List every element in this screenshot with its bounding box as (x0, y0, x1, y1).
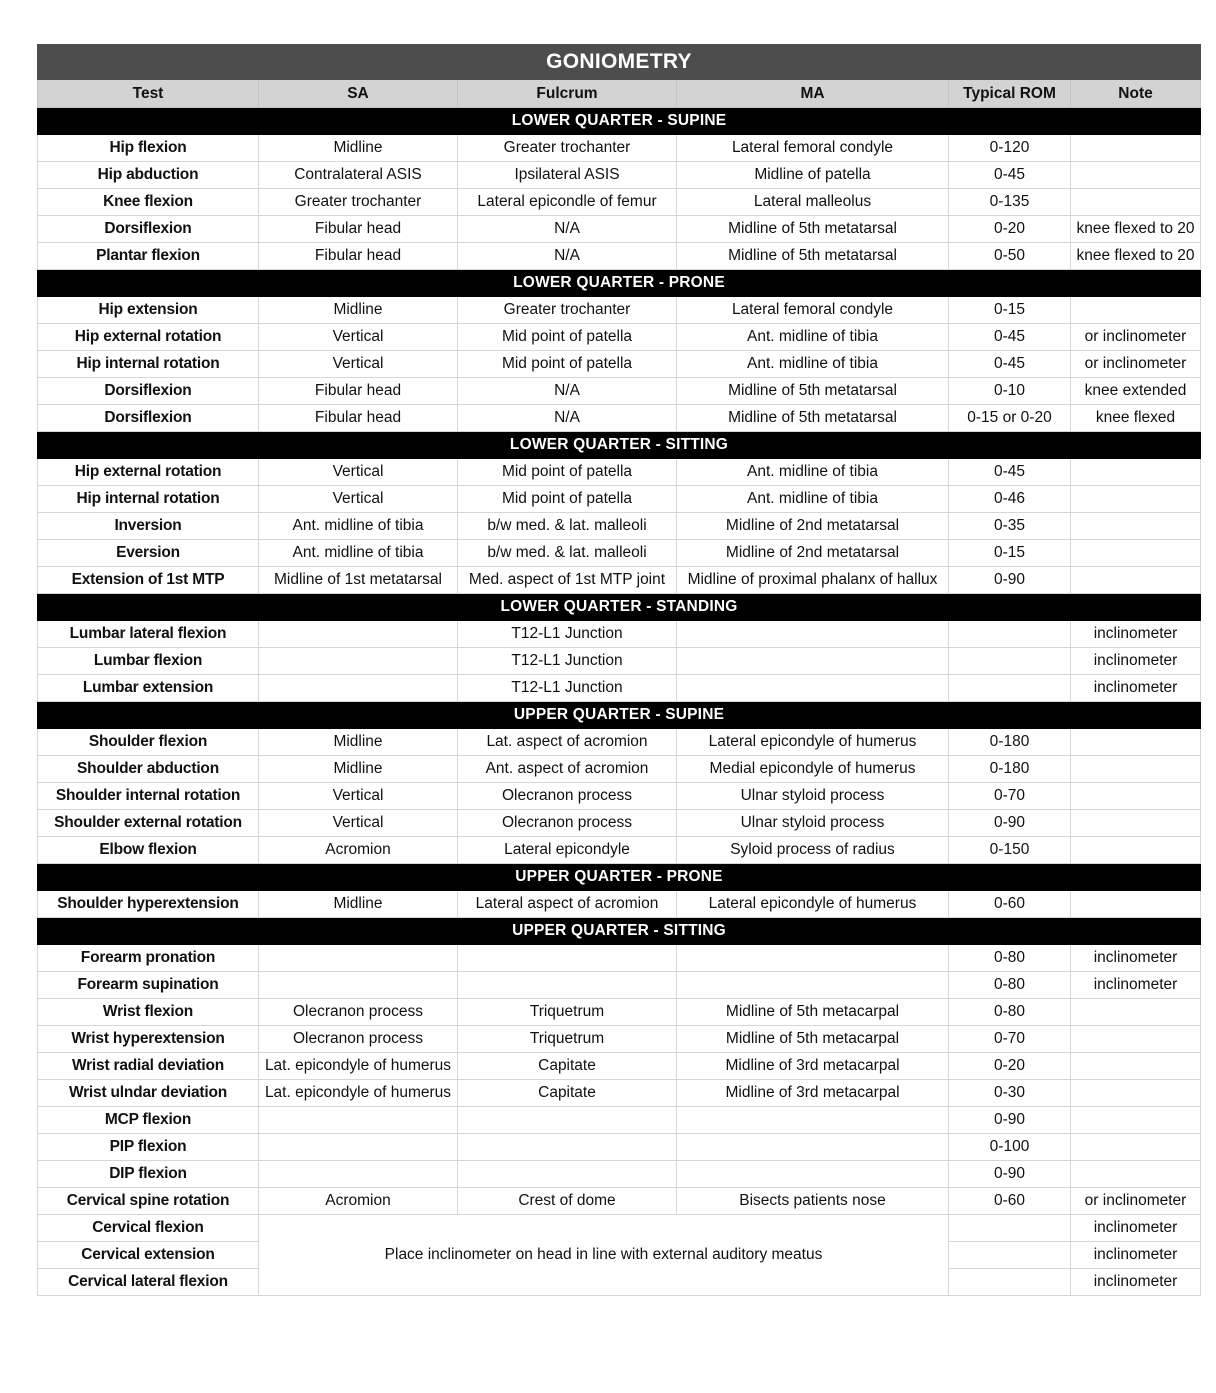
fulcrum-cell: Olecranon process (458, 810, 677, 837)
sa-cell: Vertical (259, 810, 458, 837)
ma-cell: Midline of 2nd metatarsal (677, 540, 949, 567)
note-cell (1071, 756, 1201, 783)
section-header-row (38, 864, 1201, 891)
sa-cell: Fibular head (259, 216, 458, 243)
goniometry-table (37, 44, 1201, 1296)
ma-cell: Lateral malleolus (677, 189, 949, 216)
ma-cell: Lateral femoral condyle (677, 297, 949, 324)
table-row (38, 567, 1201, 594)
rom-cell: 0-30 (949, 1080, 1071, 1107)
test-cell: Dorsiflexion (38, 378, 259, 405)
fulcrum-cell: Ipsilateral ASIS (458, 162, 677, 189)
table-row (38, 837, 1201, 864)
test-cell: Forearm pronation (38, 945, 259, 972)
test-cell: Cervical spine rotation (38, 1188, 259, 1215)
test-cell: Knee flexion (38, 189, 259, 216)
fulcrum-cell: b/w med. & lat. malleoli (458, 513, 677, 540)
rom-cell: 0-10 (949, 378, 1071, 405)
table-row (38, 945, 1201, 972)
test-cell: Shoulder external rotation (38, 810, 259, 837)
rom-cell: 0-90 (949, 810, 1071, 837)
test-cell: Dorsiflexion (38, 216, 259, 243)
ma-cell: Lateral epicondyle of humerus (677, 891, 949, 918)
sa-cell: Vertical (259, 459, 458, 486)
section-title: LOWER QUARTER - STANDING (38, 594, 1201, 621)
ma-cell: Midline of 3rd metacarpal (677, 1080, 949, 1107)
column-header-note: Note (1071, 80, 1201, 108)
test-cell: Lumbar lateral flexion (38, 621, 259, 648)
rom-cell: 0-45 (949, 162, 1071, 189)
sa-cell (259, 648, 458, 675)
note-cell (1071, 513, 1201, 540)
test-cell: Elbow flexion (38, 837, 259, 864)
ma-cell: Medial epicondyle of humerus (677, 756, 949, 783)
table-row (38, 405, 1201, 432)
table-row (38, 324, 1201, 351)
ma-cell: Midline of 2nd metatarsal (677, 513, 949, 540)
ma-cell (677, 1134, 949, 1161)
test-cell: Wrist ulndar deviation (38, 1080, 259, 1107)
table-row (38, 1107, 1201, 1134)
rom-cell: 0-80 (949, 972, 1071, 999)
test-cell: Forearm supination (38, 972, 259, 999)
test-cell: Hip abduction (38, 162, 259, 189)
table-row (38, 189, 1201, 216)
table-row (38, 459, 1201, 486)
rom-cell (949, 621, 1071, 648)
rom-cell: 0-45 (949, 459, 1071, 486)
sa-cell: Greater trochanter (259, 189, 458, 216)
note-cell: inclinometer (1071, 648, 1201, 675)
table-row (38, 351, 1201, 378)
table-row (38, 135, 1201, 162)
fulcrum-cell (458, 1107, 677, 1134)
test-cell: MCP flexion (38, 1107, 259, 1134)
sa-cell: Lat. epicondyle of humerus (259, 1080, 458, 1107)
fulcrum-cell: Triquetrum (458, 999, 677, 1026)
table-row (38, 891, 1201, 918)
table-row (38, 486, 1201, 513)
rom-cell: 0-60 (949, 1188, 1071, 1215)
fulcrum-cell: Mid point of patella (458, 351, 677, 378)
fulcrum-cell: Lateral epicondle of femur (458, 189, 677, 216)
fulcrum-cell: Capitate (458, 1080, 677, 1107)
fulcrum-cell: Olecranon process (458, 783, 677, 810)
note-cell (1071, 459, 1201, 486)
note-cell: inclinometer (1071, 1215, 1201, 1242)
ma-cell (677, 675, 949, 702)
sa-cell: Olecranon process (259, 999, 458, 1026)
rom-cell: 0-15 (949, 540, 1071, 567)
column-header-sa: SA (259, 80, 458, 108)
sa-cell (259, 945, 458, 972)
sa-cell: Acromion (259, 837, 458, 864)
fulcrum-cell: Lateral epicondyle (458, 837, 677, 864)
sa-cell: Vertical (259, 351, 458, 378)
rom-cell: 0-35 (949, 513, 1071, 540)
test-cell: Inversion (38, 513, 259, 540)
table-row (38, 1053, 1201, 1080)
fulcrum-cell: Capitate (458, 1053, 677, 1080)
table-row (38, 162, 1201, 189)
test-cell: Cervical flexion (38, 1215, 259, 1242)
sa-cell (259, 972, 458, 999)
test-cell: Cervical extension (38, 1242, 259, 1269)
fulcrum-cell: Triquetrum (458, 1026, 677, 1053)
table-row (38, 729, 1201, 756)
section-title: UPPER QUARTER - PRONE (38, 864, 1201, 891)
note-cell: knee flexed to 20 (1071, 243, 1201, 270)
ma-cell: Midline of proximal phalanx of hallux (677, 567, 949, 594)
note-cell (1071, 1080, 1201, 1107)
note-cell: knee flexed (1071, 405, 1201, 432)
rom-cell: 0-45 (949, 324, 1071, 351)
rom-cell: 0-180 (949, 756, 1071, 783)
note-cell: knee flexed to 20 (1071, 216, 1201, 243)
ma-cell (677, 1161, 949, 1188)
rom-cell: 0-70 (949, 783, 1071, 810)
fulcrum-cell: Med. aspect of 1st MTP joint (458, 567, 677, 594)
sa-cell: Vertical (259, 783, 458, 810)
section-header-row (38, 108, 1201, 135)
sa-cell: Midline (259, 297, 458, 324)
sa-cell: Ant. midline of tibia (259, 540, 458, 567)
sa-cell: Fibular head (259, 243, 458, 270)
table-row (38, 999, 1201, 1026)
table-row (38, 378, 1201, 405)
rom-cell: 0-180 (949, 729, 1071, 756)
section-title: LOWER QUARTER - SUPINE (38, 108, 1201, 135)
table-row (38, 1161, 1201, 1188)
sa-cell: Acromion (259, 1188, 458, 1215)
ma-cell (677, 1107, 949, 1134)
sa-cell: Midline (259, 891, 458, 918)
test-cell: Wrist hyperextension (38, 1026, 259, 1053)
note-cell: inclinometer (1071, 675, 1201, 702)
note-cell (1071, 1161, 1201, 1188)
test-cell: Hip flexion (38, 135, 259, 162)
sa-cell: Olecranon process (259, 1026, 458, 1053)
test-cell: Hip external rotation (38, 459, 259, 486)
rom-cell: 0-20 (949, 1053, 1071, 1080)
section-title: UPPER QUARTER - SUPINE (38, 702, 1201, 729)
test-cell: Cervical lateral flexion (38, 1269, 259, 1296)
table-row (38, 1134, 1201, 1161)
note-cell: inclinometer (1071, 972, 1201, 999)
table-row (38, 1026, 1201, 1053)
table-row (38, 1215, 1201, 1242)
note-cell: inclinometer (1071, 621, 1201, 648)
sa-cell (259, 1134, 458, 1161)
ma-cell: Midline of 5th metatarsal (677, 243, 949, 270)
ma-cell (677, 648, 949, 675)
test-cell: Hip internal rotation (38, 351, 259, 378)
sa-cell: Midline (259, 756, 458, 783)
note-cell (1071, 1053, 1201, 1080)
sa-cell (259, 1161, 458, 1188)
test-cell: Wrist flexion (38, 999, 259, 1026)
fulcrum-cell (458, 972, 677, 999)
sa-cell: Vertical (259, 324, 458, 351)
section-header-row (38, 702, 1201, 729)
sa-cell (259, 1107, 458, 1134)
rom-cell: 0-120 (949, 135, 1071, 162)
test-cell: Shoulder hyperextension (38, 891, 259, 918)
ma-cell (677, 972, 949, 999)
column-header-typical-rom: Typical ROM (949, 80, 1071, 108)
ma-cell: Midline of 5th metacarpal (677, 999, 949, 1026)
section-title: LOWER QUARTER - SITTING (38, 432, 1201, 459)
rom-cell: 0-15 or 0-20 (949, 405, 1071, 432)
column-header-row (38, 80, 1201, 108)
note-cell (1071, 189, 1201, 216)
sa-cell: Fibular head (259, 405, 458, 432)
rom-cell: 0-90 (949, 567, 1071, 594)
rom-cell: 0-90 (949, 1107, 1071, 1134)
ma-cell: Midline of patella (677, 162, 949, 189)
sheet-title: GONIOMETRY (38, 45, 1201, 80)
note-cell (1071, 729, 1201, 756)
fulcrum-cell: T12-L1 Junction (458, 675, 677, 702)
ma-cell: Ant. midline of tibia (677, 324, 949, 351)
rom-cell (949, 675, 1071, 702)
rom-cell: 0-80 (949, 945, 1071, 972)
ma-cell: Midline of 3rd metacarpal (677, 1053, 949, 1080)
ma-cell: Ant. midline of tibia (677, 351, 949, 378)
test-cell: Hip extension (38, 297, 259, 324)
inclinometer-placement-note: Place inclinometer on head in line with external auditory meatus (259, 1215, 949, 1296)
note-cell (1071, 540, 1201, 567)
column-header-test: Test (38, 80, 259, 108)
rom-cell: 0-70 (949, 1026, 1071, 1053)
note-cell: knee extended (1071, 378, 1201, 405)
fulcrum-cell: Lat. aspect of acromion (458, 729, 677, 756)
fulcrum-cell: N/A (458, 405, 677, 432)
table-row (38, 675, 1201, 702)
test-cell: Wrist radial deviation (38, 1053, 259, 1080)
ma-cell: Lateral epicondyle of humerus (677, 729, 949, 756)
table-row (38, 216, 1201, 243)
rom-cell (949, 1269, 1071, 1296)
rom-cell: 0-46 (949, 486, 1071, 513)
sa-cell: Fibular head (259, 378, 458, 405)
fulcrum-cell: T12-L1 Junction (458, 621, 677, 648)
table-row (38, 1188, 1201, 1215)
rom-cell: 0-100 (949, 1134, 1071, 1161)
fulcrum-cell (458, 945, 677, 972)
section-header-row (38, 594, 1201, 621)
rom-cell: 0-15 (949, 297, 1071, 324)
section-header-row (38, 918, 1201, 945)
fulcrum-cell: Mid point of patella (458, 459, 677, 486)
table-row (38, 1080, 1201, 1107)
rom-cell: 0-80 (949, 999, 1071, 1026)
table-row (38, 810, 1201, 837)
note-cell: or inclinometer (1071, 1188, 1201, 1215)
ma-cell: Lateral femoral condyle (677, 135, 949, 162)
note-cell (1071, 135, 1201, 162)
test-cell: Eversion (38, 540, 259, 567)
fulcrum-cell: Mid point of patella (458, 324, 677, 351)
fulcrum-cell: T12-L1 Junction (458, 648, 677, 675)
fulcrum-cell: Greater trochanter (458, 135, 677, 162)
test-cell: Shoulder internal rotation (38, 783, 259, 810)
fulcrum-cell: N/A (458, 216, 677, 243)
section-title: LOWER QUARTER - PRONE (38, 270, 1201, 297)
test-cell: Extension of 1st MTP (38, 567, 259, 594)
ma-cell: Midline of 5th metatarsal (677, 378, 949, 405)
table-row (38, 243, 1201, 270)
ma-cell: Ant. midline of tibia (677, 459, 949, 486)
table-row (38, 297, 1201, 324)
note-cell (1071, 1107, 1201, 1134)
sa-cell: Contralateral ASIS (259, 162, 458, 189)
note-cell: inclinometer (1071, 1269, 1201, 1296)
fulcrum-cell: Greater trochanter (458, 297, 677, 324)
note-cell (1071, 891, 1201, 918)
sa-cell: Midline (259, 729, 458, 756)
ma-cell: Bisects patients nose (677, 1188, 949, 1215)
ma-cell: Syloid process of radius (677, 837, 949, 864)
rom-cell: 0-90 (949, 1161, 1071, 1188)
table-row (38, 540, 1201, 567)
fulcrum-cell: Lateral aspect of acromion (458, 891, 677, 918)
rom-cell: 0-150 (949, 837, 1071, 864)
test-cell: PIP flexion (38, 1134, 259, 1161)
section-header-row (38, 270, 1201, 297)
sa-cell: Midline (259, 135, 458, 162)
note-cell: inclinometer (1071, 1242, 1201, 1269)
rom-cell: 0-45 (949, 351, 1071, 378)
rom-cell (949, 1215, 1071, 1242)
table-row (38, 513, 1201, 540)
fulcrum-cell: N/A (458, 243, 677, 270)
ma-cell: Ant. midline of tibia (677, 486, 949, 513)
test-cell: Plantar flexion (38, 243, 259, 270)
sa-cell (259, 621, 458, 648)
note-cell (1071, 486, 1201, 513)
fulcrum-cell: Ant. aspect of acromion (458, 756, 677, 783)
fulcrum-cell (458, 1161, 677, 1188)
note-cell (1071, 567, 1201, 594)
test-cell: Hip external rotation (38, 324, 259, 351)
fulcrum-cell: b/w med. & lat. malleoli (458, 540, 677, 567)
rom-cell: 0-20 (949, 216, 1071, 243)
note-cell (1071, 783, 1201, 810)
ma-cell: Midline of 5th metatarsal (677, 405, 949, 432)
ma-cell (677, 621, 949, 648)
note-cell (1071, 1026, 1201, 1053)
note-cell (1071, 1134, 1201, 1161)
fulcrum-cell: Mid point of patella (458, 486, 677, 513)
table-row (38, 756, 1201, 783)
test-cell: Dorsiflexion (38, 405, 259, 432)
sa-cell: Ant. midline of tibia (259, 513, 458, 540)
sa-cell: Midline of 1st metatarsal (259, 567, 458, 594)
ma-cell: Midline of 5th metatarsal (677, 216, 949, 243)
sa-cell (259, 675, 458, 702)
test-cell: Hip internal rotation (38, 486, 259, 513)
section-header-row (38, 432, 1201, 459)
column-header-ma: MA (677, 80, 949, 108)
note-cell (1071, 999, 1201, 1026)
rom-cell: 0-60 (949, 891, 1071, 918)
rom-cell (949, 648, 1071, 675)
note-cell (1071, 297, 1201, 324)
column-header-fulcrum: Fulcrum (458, 80, 677, 108)
sa-cell: Vertical (259, 486, 458, 513)
fulcrum-cell: Crest of dome (458, 1188, 677, 1215)
ma-cell: Midline of 5th metacarpal (677, 1026, 949, 1053)
ma-cell: Ulnar styloid process (677, 810, 949, 837)
table-row (38, 783, 1201, 810)
note-cell: inclinometer (1071, 945, 1201, 972)
ma-cell (677, 945, 949, 972)
test-cell: Lumbar flexion (38, 648, 259, 675)
note-cell: or inclinometer (1071, 351, 1201, 378)
note-cell (1071, 810, 1201, 837)
fulcrum-cell (458, 1134, 677, 1161)
table-row (38, 621, 1201, 648)
test-cell: DIP flexion (38, 1161, 259, 1188)
rom-cell: 0-50 (949, 243, 1071, 270)
title-row (38, 45, 1201, 80)
section-title: UPPER QUARTER - SITTING (38, 918, 1201, 945)
note-cell (1071, 162, 1201, 189)
ma-cell: Ulnar styloid process (677, 783, 949, 810)
rom-cell: 0-135 (949, 189, 1071, 216)
goniometry-sheet (37, 44, 1200, 1296)
table-row (38, 648, 1201, 675)
test-cell: Shoulder flexion (38, 729, 259, 756)
table-row (38, 972, 1201, 999)
note-cell: or inclinometer (1071, 324, 1201, 351)
sa-cell: Lat. epicondyle of humerus (259, 1053, 458, 1080)
test-cell: Shoulder abduction (38, 756, 259, 783)
fulcrum-cell: N/A (458, 378, 677, 405)
test-cell: Lumbar extension (38, 675, 259, 702)
rom-cell (949, 1242, 1071, 1269)
note-cell (1071, 837, 1201, 864)
